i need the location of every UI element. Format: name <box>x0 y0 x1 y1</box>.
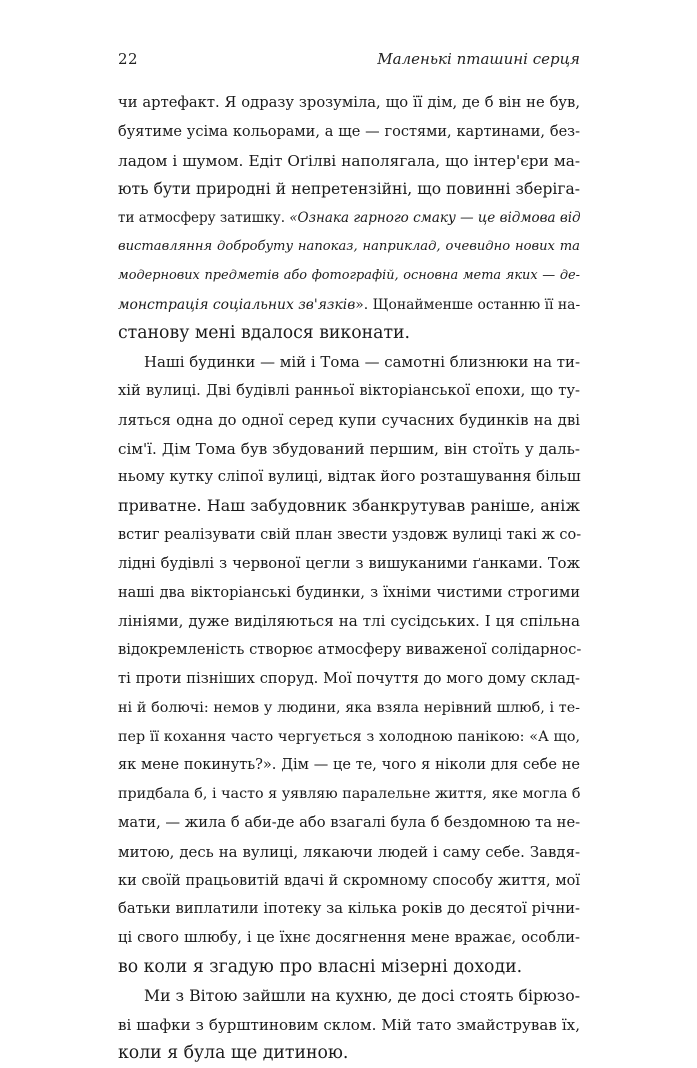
paragraph-end-line: во коли я згадую про власні мізерні доходи. <box>118 956 523 977</box>
body-text <box>118 89 580 1068</box>
quote-text: виставляння добробуту напоказ, наприклад, очевидно нових та <box>118 238 580 254</box>
text-line: наші два вікторіанські будинки, з їхніми чистими строгими <box>118 584 580 601</box>
quote-text: модернових предметів або фотографій, основна мета яких — де- <box>118 267 580 283</box>
text-line: ті проти пізніших споруд. Мої почуття до мого дому склад- <box>118 669 580 687</box>
quote-text: монстрація соціальних зв'язків <box>118 296 356 313</box>
text-line <box>118 233 580 262</box>
paragraph-end-line: коли я була ще дитиною. <box>118 1043 349 1064</box>
text-line: ють бути природні й непретензійні, що повинні зберіга- <box>118 180 580 199</box>
text-line: монстрація соціальних зв'язків». Щонайменше останню її на- <box>118 296 581 313</box>
text-line: ти атмосферу затишку. «Ознака гарного смаку — це відмова від <box>118 210 581 227</box>
text-line: батьки виплатили іпотеку за кілька років до десятої річни- <box>118 900 580 918</box>
text-line: відокремленість створює атмосферу виваженої солідарнос- <box>118 641 582 659</box>
text-line: ньому кутку сліпої вулиці, відтак його розташування більш <box>118 468 581 486</box>
text-line: лініями, дуже виділяються на тлі сусідських. І ця спільна <box>118 612 580 631</box>
page-header <box>118 50 580 74</box>
text-line: ці свого шлюбу, і це їхнє досягнення мене вражає, особли- <box>118 929 580 947</box>
text-line: ляться одна до одної серед купи сучасних будинків на дві <box>118 410 580 429</box>
text-line: сім'ї. Дім Тома був збудований першим, він стоїть у даль- <box>118 439 580 458</box>
quote-text: «Ознака гарного смаку — це відмова від <box>289 210 581 227</box>
text-line: приватне. Наш забудовник збанкрутував раніше, аніж <box>118 496 580 516</box>
text-line: ві шафки з бурштиновим склом. Мій тато змайстрував їх, <box>118 1015 580 1034</box>
text-line: ладом і шумом. Едіт Оґілві наполягала, що інтер'єри ма- <box>118 151 580 170</box>
text-line: буятиме усіма кольорами, а ще — гостями, картинами, без- <box>118 123 580 140</box>
text-line: пер її кохання часто чергується з холодною панікою: «А що, <box>118 728 580 745</box>
text-line: як мене покинуть?». Дім — це те, чого я ніколи для себе не <box>118 757 580 774</box>
text-line: лідні будівлі з червоної цегли з вишуканими ґанками. Тож <box>118 554 580 572</box>
running-title: Маленькі пташині серця <box>377 50 580 68</box>
paragraph-end-line: станову мені вдалося виконати. <box>118 323 411 344</box>
text-line: чи артефакт. Я одразу зрозуміла, що її дім, де б він не був, <box>118 94 580 111</box>
text-line: митою, десь на вулиці, лякаючи людей і саму себе. Завдя- <box>118 842 580 861</box>
paragraph-start-line: Ми з Вітою зайшли на кухню, де досі стоять бірюзо- <box>144 985 580 1005</box>
text-line: ки своїй працьовитій вдачі й скромному способу життя, мої <box>118 872 580 889</box>
text-line: встиг реалізувати свій план звести уздовж вулиці такі ж со- <box>118 526 582 543</box>
page-number: 22 <box>118 50 139 68</box>
text-line: хій вулиці. Дві будівлі ранньої вікторіанської епохи, що ту- <box>118 381 580 399</box>
paragraph-start-line: Наші будинки — мій і Тома — самотні близнюки на ти- <box>144 353 580 372</box>
text-line <box>118 262 580 291</box>
text-line: придбала б, і часто я уявляю паралельне життя, яке могла б <box>118 786 581 803</box>
text-line: мати, — жила б аби-де або взагалі була б бездомною та не- <box>118 813 581 831</box>
text-line: ні й болючі: немов у людини, яка взяла нерівний шлюб, і те- <box>118 699 580 716</box>
